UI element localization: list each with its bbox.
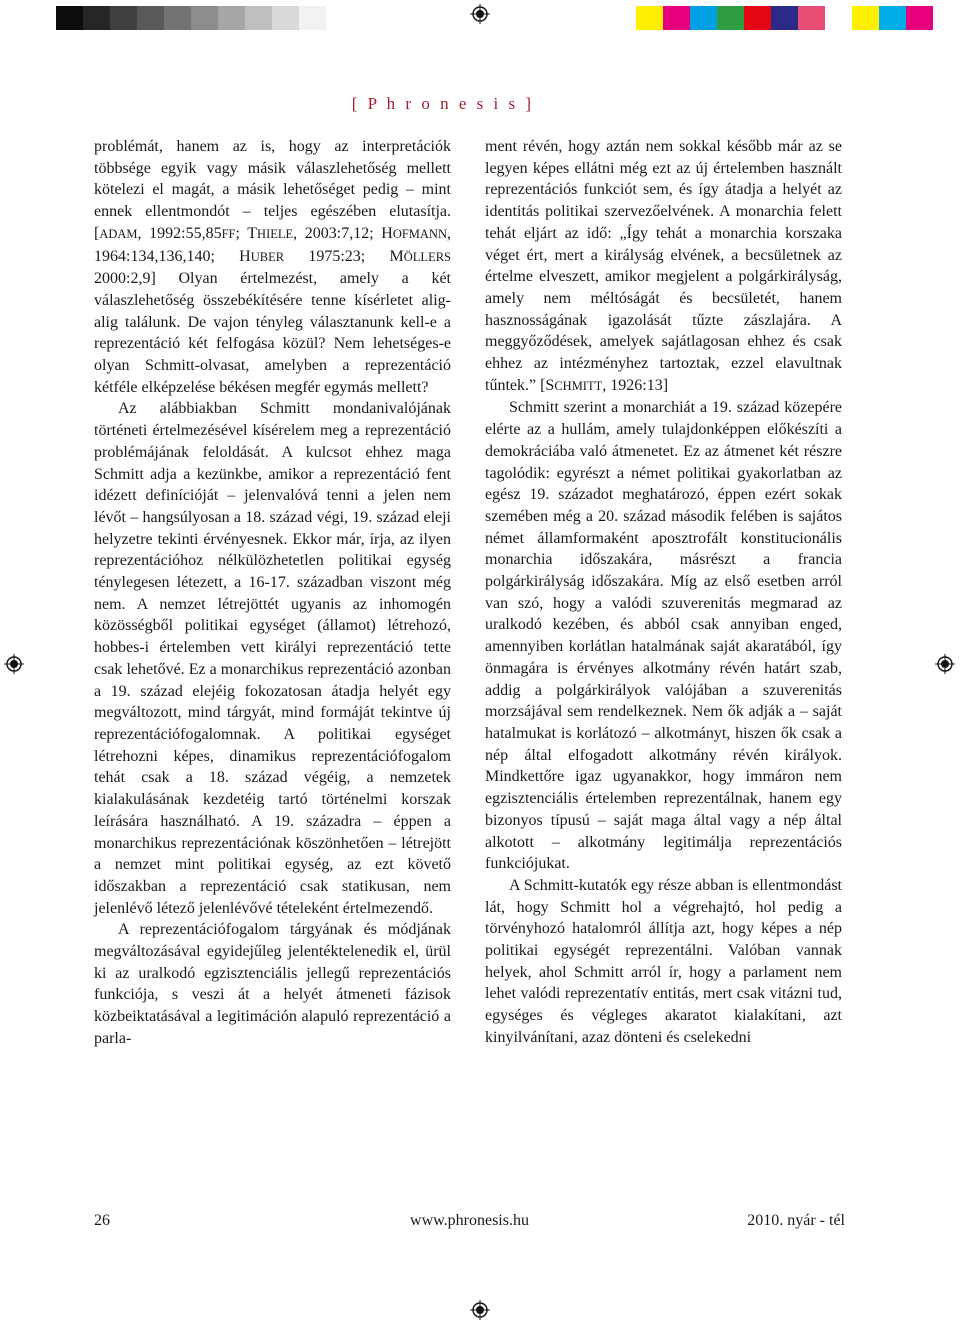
text-run: 2000:2,9] Olyan értelmezést, amely a két válaszlehetőség összebékítésére tenne kísérletet alig-alig találunk. De vajon tényleg választanunk kell-e a reprezentáció két felfogása közül? Nem lehetséges-e olyan Schmitt-olvasat, amelyben a reprezentáció kétféle elképzelése békésen megfér egymás mellett?: [94, 270, 451, 396]
text-run: ment révén, hogy aztán nem sokkal később már az se legyen képes ellátni még ezt az új értelemben használt reprezentációs funkciót sem, és így átadja a helyét az identitás politikai szervezőelvének. A monarchia felett tehát eljárt az idő: „Így tehát a monarchia korszaka véget ért, mert a királyság elvének, a becsületnek az értelme elveszett, amikor megjelent a polgárkirályság, amely nem méltóságát és becsületét, hanem hasznosságának igazolását tűzte zászlajára. A meggyőződések, amelyek sajátlagosan ehhez és csak ehhez az intézményhez tartoztak, ezzel elavultnak tűntek.” [S: [485, 138, 842, 394]
gray-swatch: [272, 6, 299, 30]
text-run: , 1926:13]: [602, 376, 669, 394]
text-run: , 1964:134,136,140; H: [94, 224, 451, 265]
color-swatch: [663, 6, 690, 30]
citation-name: ÖLLERS: [403, 249, 451, 264]
citation-name: UBER: [250, 249, 285, 264]
footer-url: www.phronesis.hu: [410, 1212, 529, 1229]
page-footer: [94, 1212, 845, 1234]
paragraph: Az alábbiakban Schmitt mondanivalójának történeti értelmezésével kísérelem meg a reprezentáció problémájának feloldását. A kulcsot ehhez maga Schmitt adja a kezünkbe, amikor a reprezentáció fent idézett definícióját – jelenvalóvá tenni a jelen nem lévőt – hangsúlyosan a 18. század végi, 19. század eleji helyzetre tekinti érvényesnek. Ekkor már, írja, az ilyen reprezentációhoz nélkülözhetetlen politikai egység ténylegesen létezett, a 16-17. században viszont még nem. A nemzet létrejöttét ugyanis az inhomogén közösségből politikai egységet (államot) létrehozó, hobbes-i értelemben vett királyi reprezentáció tette csak lehetővé. Ez a monarchikus reprezentáció azonban a 19. század elejéig fokozatosan átadja helyét egy megváltozott, mind tárgyát, mind formáját tekintve új reprezentációfogalomnak. A politikai egységet létrehozni képes, dinamikus reprezentációfogalom tehát csak a 18. század végéig, a nemzetek kialakulásának kezdetéig tartó történelmi korszak leírására használható. A 19. századra – éppen a monarchikus reprezentációnak köszönhetően – létrejött a nemzet mint politikai egység, az ezt követő időszakban a reprezentáció csak statikusan, nem jelenlévő létező jelenlévővé tételeként értelmezendő.: [94, 400, 451, 917]
gray-swatch: [110, 6, 137, 30]
paragraph: A Schmitt-kutatók egy része abban is ellentmondást lát, hogy Schmitt hol a végrehajtó, hol pedig a törvényhozó hatalomról állítja azt, hogy képes a nép politikai egységét reprezentálni. Valóban vannak helyek, ahol Schmitt arról ír, hogy a parlament nem lehet valódi reprezentatív entitás, mert csak vitázni tud, egységes és végleges akaratot kialakítani, azt kinyilvánítani, azaz dönteni és cselekedni: [485, 876, 842, 1046]
page-number: 26: [94, 1212, 110, 1229]
color-swatch: [906, 6, 933, 30]
citation-name: FF: [221, 226, 236, 241]
right-column: [485, 136, 842, 1049]
paragraph: Schmitt szerint a monarchiát a 19. század közepére elérte az a hullám, amely tulajdonképpen előkészíti a demokráciába való átmenetet. Ez az átmenet két részre tagolódik: egyrészt a német politikai gyakorlatban az egész 19. századot meghatározó, éppen ezért sokak szemében még a 20. század második felében is sajátos német államformaként aposztrofált konstitucionális monarchia időszakára, másrészt a francia polgárkirályság időszakára. Míg az első esetben arról van szó, hogy a valódi szuverenitás megmarad az uralkodó kezében, és abból csak annyiban enged, amennyiben korlátlan hatalmának saját akaratából, így önmagára is érvényes alkotmány révén határt szab, addig a polgárkirályok valójában a szuverenitás morzsájával sem rendelkeznek. Nem ők adják a – saját hatalmukat is korlátozó – alkotmányt, hiszen ők csak a nép által elfogadott alkotmány révén királyok. Mindkettőre igaz ugyanakkor, hogy immáron nem egzisztenciális értelemben reprezentálnak, hanem egy bizonyos típusú – saját maga által vagy a nép által alkotott – alkotmány legitimálja reprezentációs funkciójukat.: [485, 399, 842, 873]
citation-name: OFMANN: [392, 226, 447, 241]
paragraph: A reprezentációfogalom tárgyának és módjának megváltozásával egyidejűleg jelentéktelenedik el, ürül ki az uralkodó egzisztenciális jellegű reprezentációs funkciója, s veszi át a helyét átmeneti fázisok közbeiktatásával a legitimáción alapuló reprezentáció a parla-: [94, 921, 451, 1047]
color-swatch: [798, 6, 825, 30]
grayscale-color-bar: [56, 6, 326, 30]
text-run: , 2003:7,12; H: [293, 224, 393, 242]
color-swatch: [636, 6, 663, 30]
color-swatch: [744, 6, 771, 30]
text-run: 1975:23; M: [284, 247, 404, 265]
issue-label: 2010. nyár - tél: [747, 1212, 845, 1229]
text-run: , 1992:55,85: [137, 224, 222, 242]
citation-name: CHMITT: [554, 378, 603, 393]
color-swatch: [879, 6, 906, 30]
color-swatch: [690, 6, 717, 30]
process-color-bar: [636, 6, 933, 30]
registration-mark-icon: [470, 4, 490, 24]
color-swatch: [825, 6, 852, 30]
color-swatch: [771, 6, 798, 30]
color-swatch: [852, 6, 879, 30]
text-run: problémát, hanem az is, hogy az interpretációk többsége egyik vagy másik válaszlehetőség mellett kötelezi el magát, a másik lehetőséget pedig – mint ennek ellentmondót – teljes egészében elutasítja. [: [94, 138, 451, 242]
gray-swatch: [137, 6, 164, 30]
registration-mark-icon: [4, 654, 24, 674]
gray-swatch: [191, 6, 218, 30]
gray-swatch: [83, 6, 110, 30]
gray-swatch: [164, 6, 191, 30]
registration-mark-icon: [935, 654, 955, 674]
gray-swatch: [245, 6, 272, 30]
left-column: [94, 136, 451, 1050]
journal-header: [ P h r o n e s i s ]: [351, 94, 534, 113]
registration-mark-icon: [470, 1300, 490, 1320]
color-swatch: [717, 6, 744, 30]
gray-swatch: [218, 6, 245, 30]
paragraph: [94, 136, 451, 398]
gray-swatch: [299, 6, 326, 30]
text-run: ; T: [235, 224, 258, 242]
citation-name: HIELE: [257, 226, 294, 241]
paragraph: [485, 136, 842, 397]
citation-name: DAM: [108, 226, 138, 241]
citation-name: A: [99, 226, 109, 241]
gray-swatch: [56, 6, 83, 30]
